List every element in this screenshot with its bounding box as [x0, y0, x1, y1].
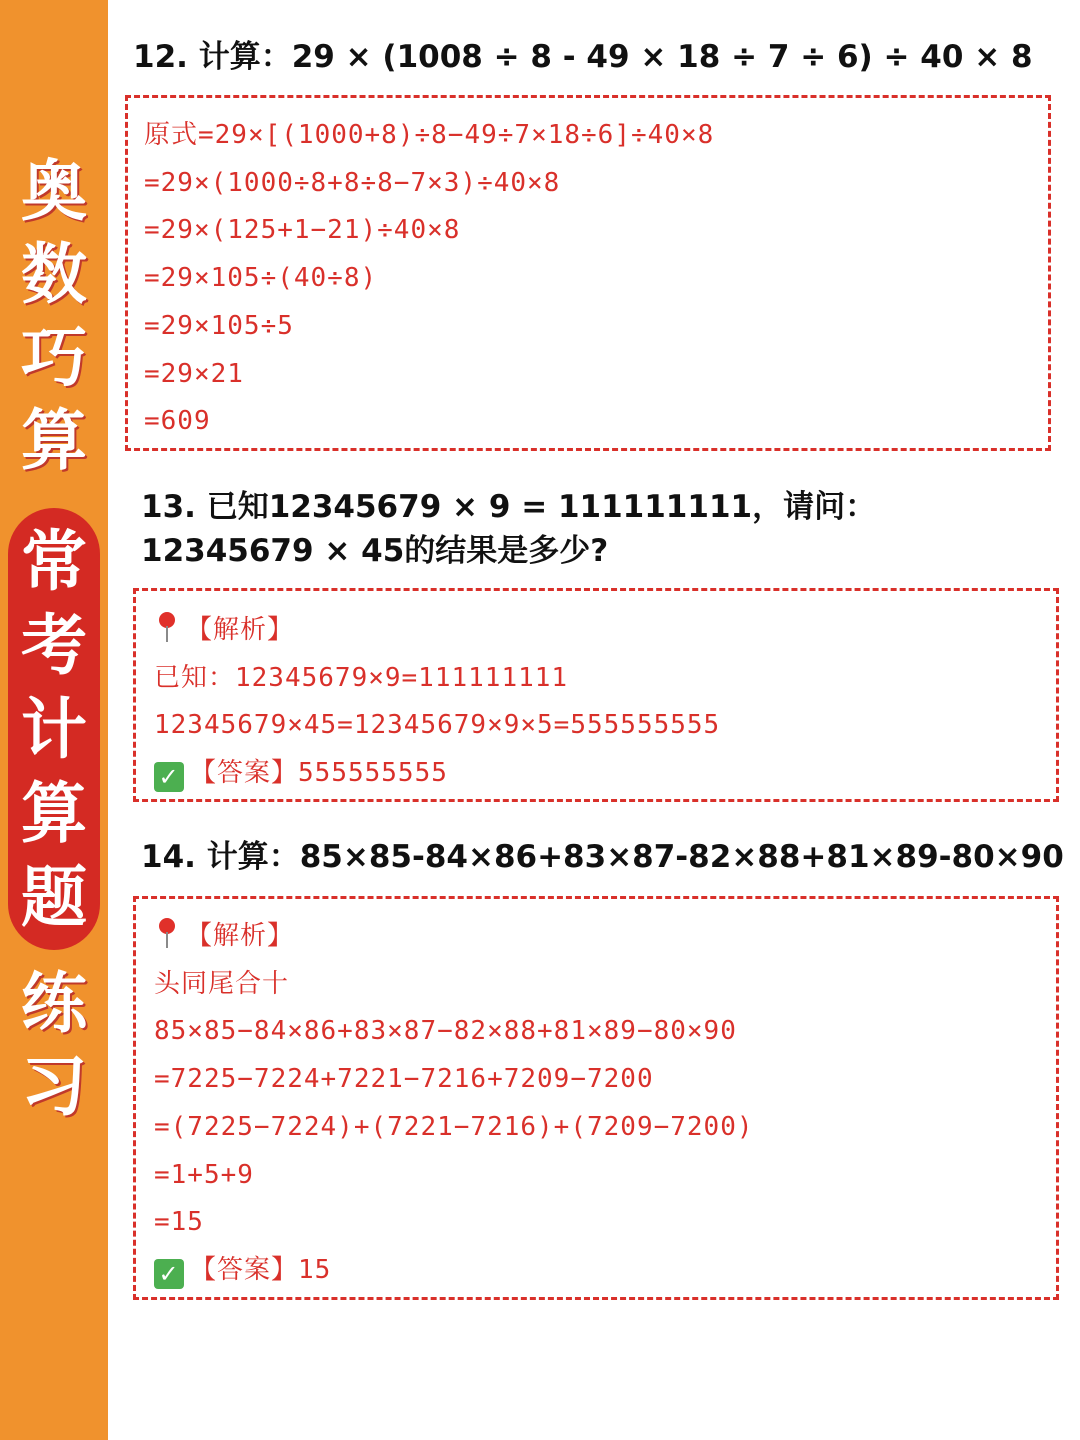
solution-line: =29×105÷5: [144, 310, 294, 341]
analysis-label: 【解析】: [186, 615, 295, 645]
solution-line: =1+5+9: [154, 1159, 254, 1190]
solution-line: =29×105÷(40÷8): [144, 263, 378, 294]
solution-line: =29×(125+1−21)÷40×8: [144, 215, 461, 246]
solution-line: =15: [154, 1207, 204, 1238]
solution-box-12: [125, 95, 1051, 451]
solution-line: =29×(1000÷8+8÷8−7×3)÷40×8: [144, 167, 561, 198]
solution-line: =7225−7224+7221−7216+7209−7200: [154, 1064, 654, 1095]
sidebar-title-top: [0, 150, 108, 482]
solution-line: =(7225−7224)+(7221−7216)+(7209−7200): [154, 1111, 754, 1142]
sidebar-char: 算: [21, 402, 87, 479]
solution-line: 原式=29×[(1000+8)÷8−49÷7×18÷6]÷40×8: [144, 120, 715, 150]
sidebar-char: 考: [21, 607, 87, 684]
answer-value: 15: [298, 1254, 332, 1285]
sidebar-title-bottom: [0, 962, 108, 1128]
analysis-heading: [154, 607, 1056, 655]
pushpin-icon: [154, 916, 180, 950]
sidebar: [0, 0, 108, 1440]
question-13: 13. 已知12345679 × 9 = 111111111，请问：12345679 × 45的结果是多少?: [141, 489, 877, 569]
sidebar-char: 习: [21, 1048, 87, 1125]
solution-box-13: [133, 588, 1059, 802]
analysis-heading: [154, 913, 1056, 961]
solution-line: 已知：12345679×9=111111111: [154, 662, 569, 693]
sidebar-char: 题: [21, 859, 87, 936]
solution-line: 头同尾合十: [154, 968, 290, 999]
sidebar-char: 常: [21, 523, 87, 600]
solution-line: 85×85−84×86+83×87−82×88+81×89−80×90: [154, 1016, 737, 1047]
sidebar-char: 计: [21, 691, 87, 768]
solution-line: =609: [144, 406, 211, 437]
solution-box-14: [133, 896, 1059, 1300]
pushpin-icon: [154, 610, 180, 644]
sidebar-char: 算: [21, 775, 87, 852]
sidebar-char: 奥: [21, 153, 87, 230]
sidebar-char: 数: [21, 236, 87, 313]
sidebar-char: 巧: [21, 319, 87, 396]
answer-line: [154, 750, 1056, 798]
answer-label: 【答案】: [190, 758, 299, 789]
answer-value: 555555555: [298, 758, 448, 789]
check-mark-icon: ✓: [154, 762, 184, 792]
answer-line: [154, 1247, 1056, 1295]
sidebar-pill: [8, 508, 100, 950]
solution-line: =29×21: [144, 358, 244, 389]
sidebar-char: 练: [21, 965, 87, 1042]
answer-label: 【答案】: [190, 1254, 299, 1285]
question-12: 12. 计算：29 × (1008 ÷ 8 - 49 × 18 ÷ 7 ÷ 6) ÷ 40 × 8: [133, 39, 1033, 75]
check-mark-icon: ✓: [154, 1259, 184, 1289]
analysis-label: 【解析】: [186, 921, 295, 951]
solution-line: 12345679×45=12345679×9×5=555555555: [154, 710, 721, 741]
question-14: 14. 计算：85×85-84×86+83×87-82×88+81×89-80×90: [141, 839, 1064, 875]
